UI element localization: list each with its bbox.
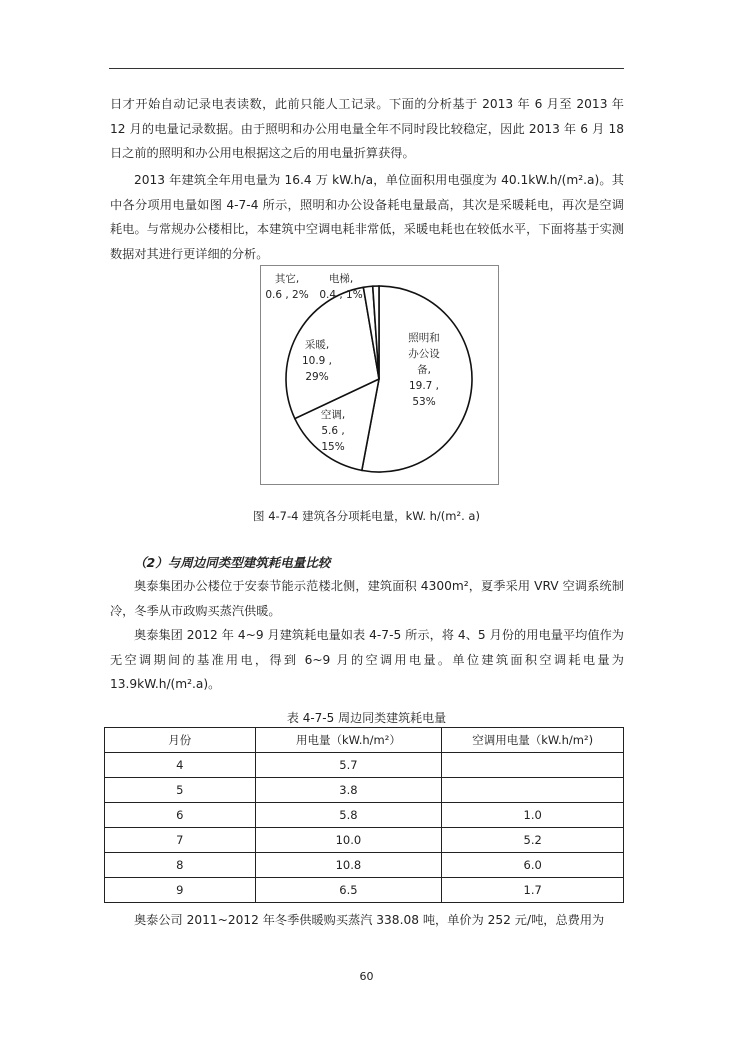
pie-label-2: 采暖, 10.9 , 29% <box>301 339 333 383</box>
table-header-row <box>105 728 624 753</box>
cell-ac <box>442 753 624 778</box>
header-usage: 用电量（kW.h/m²） <box>255 728 442 753</box>
cell-ac: 1.0 <box>442 803 624 828</box>
paragraph-2: 2013 年建筑全年用电量为 16.4 万 kW.h/a，单位面积用电强度为 40.1kW.h/(m².a)。其中各分项用电量如图 4-7-4 所示，照明和办公设备耗电量最高，其次是采暖耗电，再次是空调耗电。与常规办公楼相比，本建筑中空调电耗非常低，采暖电耗也在较低水平，下面将基于实测数据对其进行更详细的分析。 <box>110 173 624 261</box>
paragraph-1: 日才开始自动记录电表读数，此前只能人工记录。下面的分析基于 2013 年 6 月至 2013 年 12 月的电量记录数据。由于照明和办公用电量全年不同时段比较稳定，因此 2013 年 6 月 18 日之前的照明和办公用电根据这之后的用电量折算获得。 <box>110 97 624 160</box>
figure-caption: 图 4-7-4 建筑各分项耗电量，kW. h/(m². a) <box>253 509 480 523</box>
energy-table <box>104 727 624 903</box>
pie-chart-frame <box>260 265 499 485</box>
cell-month: 6 <box>105 803 256 828</box>
cell-usage: 10.8 <box>255 853 442 878</box>
table-row <box>105 853 624 878</box>
pie-chart <box>261 266 498 484</box>
cell-ac: 1.7 <box>442 878 624 903</box>
pie-label-4: 电梯, 0.4 , 1% <box>319 273 363 301</box>
page-number: 60 <box>359 970 374 983</box>
header-ac-usage: 空调用电量（kW.h/m²) <box>442 728 624 753</box>
cell-month: 5 <box>105 778 256 803</box>
cell-usage: 5.8 <box>255 803 442 828</box>
paragraph-4: 奥泰集团 2012 年 4~9 月建筑耗电量如表 4-7-5 所示，将 4、5 月份的用电量平均值作为无空调期间的基准用电，得到 6~9 月的空调用电量。单位建筑面积空调耗电量为 13.9kW.h/(m².a)。 <box>110 628 624 691</box>
cell-usage: 5.7 <box>255 753 442 778</box>
table-row <box>105 778 624 803</box>
header-month: 月份 <box>105 728 256 753</box>
cell-month: 7 <box>105 828 256 853</box>
paragraph-3: 奥泰集团办公楼位于安泰节能示范楼北侧，建筑面积 4300m²，夏季采用 VRV 空调系统制冷，冬季从市政购买蒸汽供暖。 <box>110 579 624 618</box>
cell-usage: 3.8 <box>255 778 442 803</box>
cell-month: 9 <box>105 878 256 903</box>
cell-ac: 5.2 <box>442 828 624 853</box>
pie-label-1: 空调, 5.6 , 15% <box>320 409 346 453</box>
cell-ac: 6.0 <box>442 853 624 878</box>
table-row <box>105 878 624 903</box>
table-row <box>105 753 624 778</box>
table-row <box>105 803 624 828</box>
cell-month: 8 <box>105 853 256 878</box>
cell-ac <box>442 778 624 803</box>
paragraph-5: 奥泰公司 2011~2012 年冬季供暖购买蒸汽 338.08 吨，单价为 252 元/吨，总费用为 <box>134 913 605 927</box>
cell-usage: 6.5 <box>255 878 442 903</box>
table-caption: 表 4-7-5 周边同类建筑耗电量 <box>286 711 447 725</box>
pie-label-3: 其它, 0.6 , 2% <box>265 273 309 301</box>
pie-label-0: 照明和办公设备, 19.7 , 53% <box>408 332 440 408</box>
section-heading: （2）与周边同类型建筑耗电量比较 <box>134 555 331 570</box>
header-rule <box>109 68 624 69</box>
cell-month: 4 <box>105 753 256 778</box>
table-row <box>105 828 624 853</box>
cell-usage: 10.0 <box>255 828 442 853</box>
